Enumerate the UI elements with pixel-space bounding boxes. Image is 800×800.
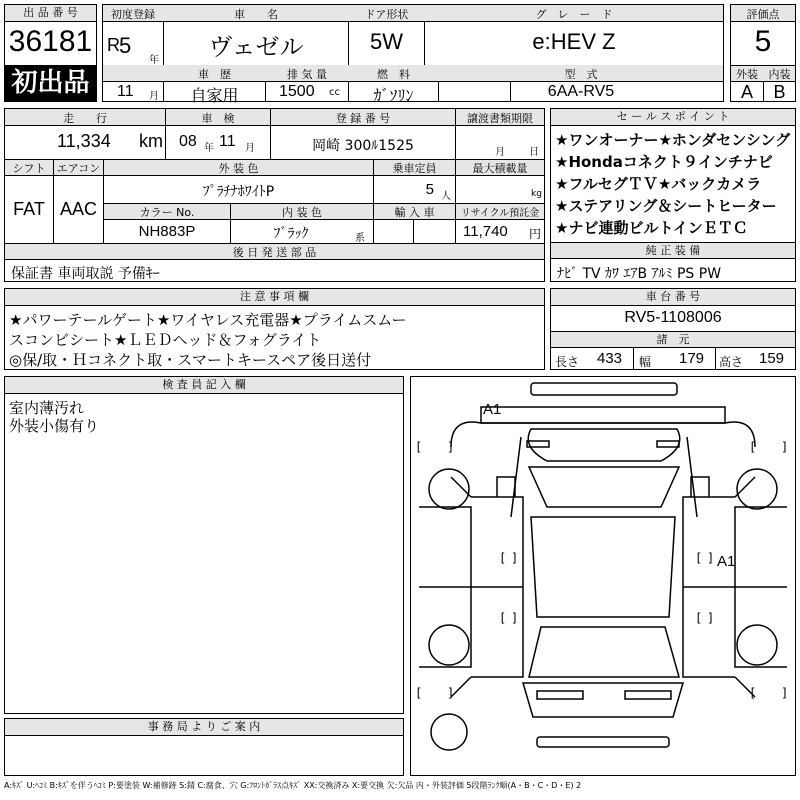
era: R: [107, 35, 120, 55]
transfer-month-unit: 月: [495, 147, 505, 158]
svg-text:[: [: [415, 686, 423, 700]
lot-number: 36181: [8, 25, 93, 58]
caution-line-1: ★パワーテールゲート★ワイヤレス充電器★プライムスムー: [9, 311, 407, 329]
displacement-unit: cc: [329, 87, 340, 98]
sales-point-1: ★ワンオーナー★ホンダセンシング: [555, 131, 791, 149]
inspection-label: 車 検: [201, 112, 235, 125]
chassis-box: [550, 288, 796, 370]
month-unit: 月: [149, 91, 159, 102]
door-type-label: ドア形状: [364, 8, 409, 21]
recycle-unit: 円: [529, 227, 542, 241]
displacement-label: 排 気 量: [287, 68, 327, 81]
length-label: 長さ: [555, 355, 580, 369]
car-name: ヴェゼル: [208, 33, 304, 61]
sales-point-2: ★Hondaコネクト９インチナビ: [555, 153, 773, 171]
dimensions-label: 諸 元: [551, 332, 795, 348]
import-label: 輸 入 車: [394, 206, 435, 219]
inspection-month-unit: 月: [245, 143, 255, 154]
mileage: 11,334: [57, 131, 111, 151]
lot-number-box: [4, 4, 97, 102]
svg-text:[: [: [695, 611, 703, 625]
spec-table: [4, 108, 545, 282]
grade: e:HEV Z: [532, 29, 616, 54]
svg-text:[: [: [499, 551, 507, 565]
height: 159: [759, 350, 785, 367]
exterior-grade-label: 外装: [736, 68, 758, 81]
length: 433: [597, 350, 623, 367]
caution-line-3: ◎保/取・Ｈコネクト取・スマートキースペア後日送付: [9, 351, 372, 369]
interior-color: ﾌﾞﾗｯｸ: [273, 226, 309, 242]
fuel-label: 燃 料: [377, 68, 410, 81]
inspector-note-2: 外装小傷有り: [9, 417, 100, 435]
registration-number: 岡崎 300ﾙ1525: [312, 138, 414, 154]
width-label: 幅: [639, 355, 652, 369]
svg-text:]: ]: [447, 440, 455, 454]
damage-diagram: [410, 376, 796, 776]
registration-month: 11: [117, 83, 134, 100]
inspector-box: [4, 376, 404, 714]
capacity: 5: [425, 181, 434, 198]
displacement: 1500: [279, 83, 315, 100]
lot-number-label: 出 品 番 号: [5, 5, 96, 22]
damage-legend: A:ｷｽﾞ U:ﾍｺﾐ B:ｷｽﾞを伴うﾍｺﾐ P:要塗装 W:補修跡 S:錆 C:腐食、穴 G:ﾌﾛﾝﾄｶﾞﾗｽ点ｷｽﾞ XX:交換済み X:要交換 欠:欠品 内・外装評価 5段階ﾗﾝｸ順(A・B・C・D・E) 2: [4, 781, 582, 790]
exterior-color-label: 外 装 色: [218, 162, 259, 175]
svg-text:[: [: [749, 440, 757, 454]
fuel: ｶﾞｿﾘﾝ: [373, 86, 414, 105]
svg-text:[: [: [415, 440, 423, 454]
inspector-note-1: 室内薄汚れ: [9, 399, 85, 417]
mileage-unit: km: [139, 131, 163, 151]
year-unit: 年: [149, 55, 159, 66]
door-type: 5W: [370, 29, 403, 54]
registration-number-label: 登 録 番 号: [335, 112, 391, 125]
svg-text:]: ]: [511, 611, 519, 625]
registration-year: 5: [119, 33, 132, 58]
model-label: 型 式: [564, 68, 598, 81]
caution-line-2: スコンビシート★ＬＥＤヘッド＆フォグライト: [9, 331, 322, 349]
svg-text:[: [: [695, 551, 703, 565]
interior-grade-label: 内装: [768, 68, 791, 81]
svg-text:]: ]: [707, 551, 715, 565]
shift: FAT: [13, 199, 45, 219]
svg-text:]: ]: [781, 686, 789, 700]
inspection-month: 11: [219, 133, 236, 150]
svg-text:]: ]: [707, 611, 715, 625]
width: 179: [679, 350, 705, 367]
max-load-unit: kg: [531, 189, 542, 199]
color-number-label: カラー No.: [139, 206, 195, 219]
cautions-label: 注 意 事 項 欄: [5, 289, 544, 306]
vehicle-header-table: [102, 4, 724, 105]
recycle-deposit: 11,740: [463, 223, 508, 240]
svg-text:]: ]: [511, 551, 519, 565]
equipment-label: 純 正 装 備: [551, 243, 795, 259]
chassis-label: 車 台 番 号: [551, 289, 795, 306]
sales-point-5: ★ナビ連動ビルトインＥＴＣ: [555, 219, 748, 237]
height-label: 高さ: [719, 355, 744, 369]
inspection-year: 08: [179, 133, 197, 150]
recycle-label: リサイクル預託金: [460, 208, 540, 219]
later-parts-label: 後 日 発 送 部 品: [232, 246, 317, 259]
transfer-deadline-label: 譲渡書類期限: [467, 112, 533, 125]
interior-color-label: 内 装 色: [282, 206, 322, 219]
car-name-label: 車 名: [234, 8, 278, 21]
exterior-color: ﾌﾟﾗﾁﾅﾎﾜｲﾄP: [202, 184, 275, 200]
transfer-day-unit: 日: [529, 147, 539, 158]
interior-grade: B: [773, 82, 786, 102]
overall-score: 5: [754, 25, 772, 58]
color-number: NH883P: [138, 223, 196, 240]
chassis-number: RV5-1108006: [624, 309, 722, 326]
score-label: 評価点: [746, 8, 780, 21]
sales-point-3: ★フルセグＴＶ★バックカメラ: [555, 175, 762, 193]
svg-text:[: [: [749, 686, 757, 700]
interior-color-suffix: 系: [355, 233, 365, 244]
office-notice-label: 事 務 局 よ り ご 案 内: [5, 719, 403, 736]
office-notice-box: [4, 718, 404, 776]
capacity-label: 乗車定員: [392, 162, 437, 175]
exterior-grade: A: [740, 82, 753, 102]
cautions-box: [4, 288, 545, 370]
equipment: ﾅﾋﾞ TV ｶﾜ ｴｱB ｱﾙﾐ PS PW: [557, 266, 722, 282]
history: 自家用: [190, 86, 239, 105]
first-listing-badge: 初出品: [5, 65, 96, 101]
svg-text:]: ]: [781, 440, 789, 454]
score-box: [730, 4, 796, 102]
aircon-label: エアコン: [56, 162, 101, 175]
later-parts: 保証書 車両取説 予備ｷｰ: [11, 266, 160, 282]
shift-label: シフト: [12, 162, 46, 175]
inspection-year-unit: 年: [204, 143, 214, 154]
aircon: AAC: [59, 199, 97, 219]
mileage-label: 走 行: [63, 112, 107, 125]
max-load-label: 最大積載量: [472, 162, 528, 175]
damage-mark-front: A1: [483, 401, 502, 418]
sales-points-box: [550, 108, 796, 282]
sales-point-4: ★ステアリング＆シートヒーター: [555, 197, 777, 215]
svg-text:]: ]: [447, 686, 455, 700]
inspector-label: 検 査 員 記 入 欄: [5, 377, 403, 394]
first-registration-label: 初度登録: [111, 8, 155, 21]
car-outline-diagram: [411, 377, 795, 775]
sales-points-label: セ ー ル ス ポ イ ン ト: [551, 109, 795, 126]
model-code: 6AA-RV5: [547, 83, 615, 100]
svg-text:[: [: [499, 611, 507, 625]
grade-label: グ レ ー ド: [535, 8, 613, 21]
history-label: 車 歴: [198, 68, 231, 81]
capacity-unit: 人: [441, 191, 451, 202]
damage-mark-side: A1: [717, 553, 736, 570]
